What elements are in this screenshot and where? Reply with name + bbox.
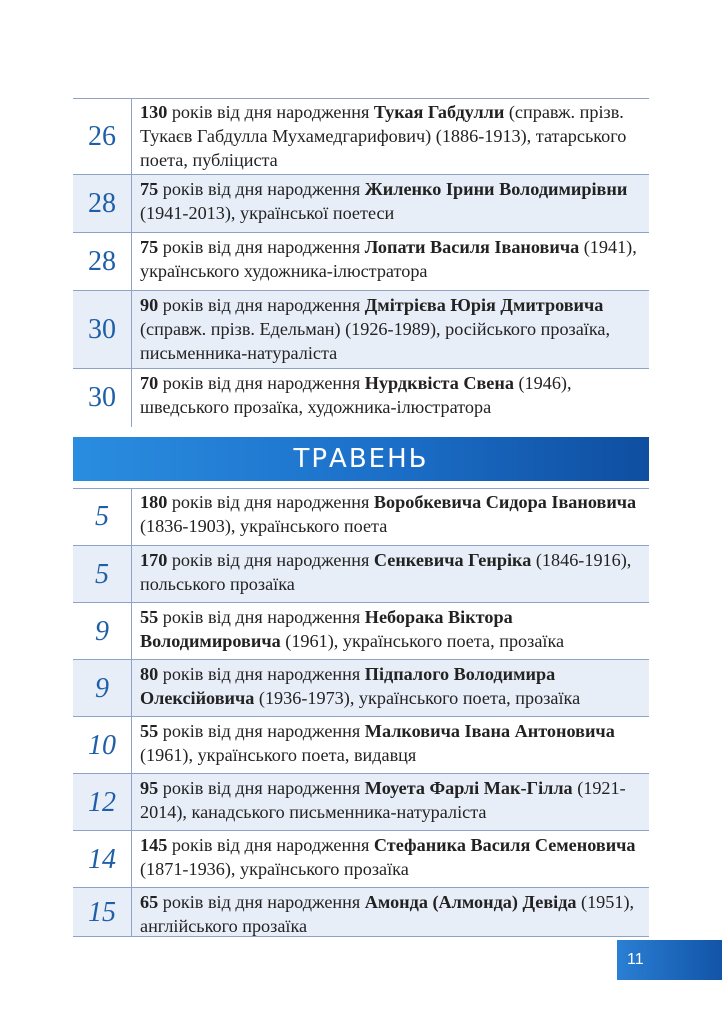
entry-text	[132, 546, 649, 603]
entry-day: 5	[73, 546, 132, 603]
years-count: 55	[140, 721, 159, 741]
years-count: 75	[140, 179, 159, 199]
entry-text	[132, 488, 649, 546]
entry-text	[132, 831, 649, 888]
person-name: Воробкевича Сидора Івановича	[373, 492, 637, 512]
entry-phrase: років від дня народження	[158, 295, 365, 315]
table-row	[73, 603, 649, 660]
years-count: 80	[140, 664, 159, 684]
person-name: Жиленко Ірини Володимирівни	[364, 179, 628, 199]
entry-text	[132, 660, 649, 717]
month-title: ТРАВЕНЬ	[293, 444, 429, 474]
entry-details: (1936-1973), українського поета, прозаїка	[254, 688, 581, 708]
entry-phrase: років від дня народження	[158, 778, 365, 798]
entry-phrase: років від дня народження	[158, 664, 365, 684]
table-row	[73, 774, 649, 831]
person-name: Лопати Василя Івановича	[364, 237, 580, 257]
entry-text	[132, 98, 649, 175]
entry-day: 28	[73, 175, 132, 233]
entry-text	[132, 175, 649, 233]
table-row	[73, 717, 649, 774]
entry-day: 30	[73, 291, 132, 369]
table-row	[73, 98, 649, 175]
years-count: 65	[140, 892, 159, 912]
april-table	[73, 98, 649, 427]
years-count: 70	[140, 373, 159, 393]
entry-details: (1941-2013), української поетеси	[140, 203, 395, 223]
table-row	[73, 888, 649, 937]
entry-text	[132, 888, 649, 937]
person-name: Амонда (Алмонда) Девіда	[364, 892, 577, 912]
entry-phrase: років від дня народження	[158, 237, 365, 257]
entry-phrase: років від дня народження	[158, 607, 365, 627]
entry-details: (справж. прізв. Едельман) (1926-1989), російського прозаїка, письменника-натураліста	[140, 319, 611, 363]
person-name: Стефаника Василя Семеновича	[373, 835, 636, 855]
entry-phrase: років від дня народження	[158, 721, 365, 741]
entry-text	[132, 369, 649, 427]
person-name: Дмітрієва Юрія Дмитровича	[364, 295, 604, 315]
years-count: 90	[140, 295, 159, 315]
years-count: 145	[140, 835, 168, 855]
entry-text	[132, 717, 649, 774]
table-row	[73, 660, 649, 717]
table-row	[73, 175, 649, 233]
table-row	[73, 546, 649, 603]
entry-day: 10	[73, 717, 132, 774]
entry-text	[132, 233, 649, 291]
entry-details: (1941), українського художника-ілюстратора	[140, 237, 637, 281]
entry-text	[132, 603, 649, 660]
table-row	[73, 831, 649, 888]
entry-day: 15	[73, 888, 132, 937]
years-count: 170	[140, 550, 168, 570]
entry-details: (справж. прізв. Тукаєв Габдулла Мухамедгарифович) (1886-1913), татарського поета, публіциста	[140, 102, 627, 170]
years-count: 130	[140, 102, 168, 122]
entry-details: (1921-2014), канадського письменника-натураліста	[140, 778, 626, 822]
entry-day: 5	[73, 488, 132, 546]
person-name: Неборака Віктора Володимировича	[140, 607, 513, 651]
person-name: Сенкевича Генріка	[373, 550, 532, 570]
years-count: 75	[140, 237, 159, 257]
entry-day: 28	[73, 233, 132, 291]
entry-phrase: років від дня народження	[167, 102, 374, 122]
entry-day: 14	[73, 831, 132, 888]
entry-details: (1871-1936), українського прозаїка	[140, 859, 409, 879]
years-count: 55	[140, 607, 159, 627]
person-name: Підпалого Володимира Олексійовича	[140, 664, 556, 708]
entry-details: (1946), шведського прозаїка, художника-ілюстратора	[140, 373, 572, 417]
entry-text	[132, 774, 649, 831]
entry-details: (1836-1903), українського поета	[140, 516, 388, 536]
person-name: Малковича Івана Антоновича	[364, 721, 615, 741]
entry-phrase: років від дня народження	[158, 373, 365, 393]
entry-details: (1846-1916), польського прозаїка	[140, 550, 632, 594]
years-count: 180	[140, 492, 168, 512]
person-name: Нурдквіста Свена	[364, 373, 514, 393]
person-name: Тукая Габдулли	[373, 102, 505, 122]
entry-day: 26	[73, 98, 132, 175]
years-count: 95	[140, 778, 159, 798]
entry-day: 9	[73, 603, 132, 660]
page-number: 11	[627, 951, 644, 968]
table-row	[73, 369, 649, 427]
entry-day: 9	[73, 660, 132, 717]
entry-day: 30	[73, 369, 132, 427]
entry-phrase: років від дня народження	[158, 892, 365, 912]
may-table	[73, 488, 649, 937]
table-row	[73, 488, 649, 546]
entry-details: (1961), українського поета, прозаїка	[280, 631, 565, 651]
entry-phrase: років від дня народження	[167, 835, 374, 855]
entry-phrase: років від дня народження	[167, 550, 374, 570]
table-row	[73, 233, 649, 291]
entry-phrase: років від дня народження	[167, 492, 374, 512]
month-banner	[73, 437, 649, 481]
page-number-tab	[617, 940, 722, 980]
entry-day: 12	[73, 774, 132, 831]
person-name: Моуета Фарлі Мак-Гілла	[364, 778, 573, 798]
entry-details: (1961), українського поета, видавця	[140, 745, 417, 765]
entry-details: (1951), англійського прозаїка	[140, 892, 635, 936]
entry-phrase: років від дня народження	[158, 179, 365, 199]
table-row	[73, 291, 649, 369]
entry-text	[132, 291, 649, 369]
